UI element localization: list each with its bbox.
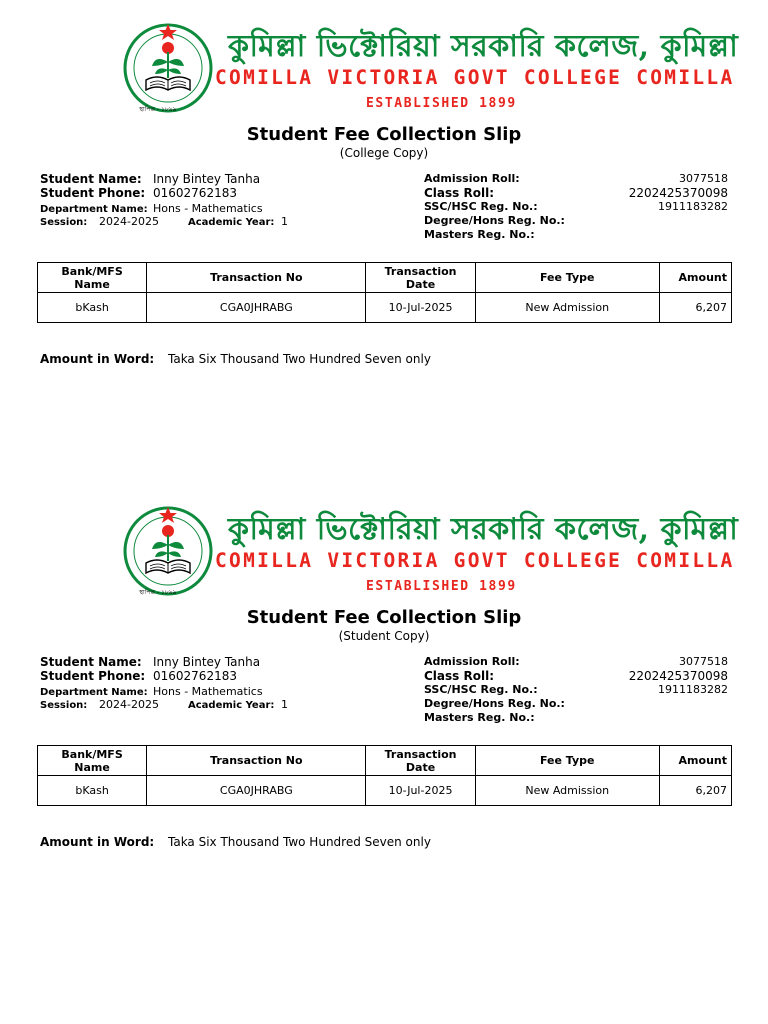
- student-name-label: Student Name:: [40, 172, 142, 186]
- transaction-date-cell: 10-Jul-2025: [366, 776, 475, 806]
- column-header-fee-type: Fee Type: [475, 746, 659, 776]
- department-value: Hons - Mathematics: [153, 685, 263, 698]
- table-row: [38, 776, 732, 806]
- department-value: Hons - Mathematics: [153, 202, 263, 215]
- ssc-hsc-reg-value: 1911183282: [658, 683, 728, 696]
- department-row: [40, 684, 263, 698]
- student-name-value: Inny Bintey Tanha: [153, 655, 261, 669]
- college-name-english: COMILLA VICTORIA GOVT COLLEGE COMILLA: [215, 66, 735, 89]
- degree-hons-reg-label: Degree/Hons Reg. No.:: [424, 214, 565, 227]
- student-copy-slip: [0, 495, 768, 915]
- student-name-row: [40, 172, 260, 186]
- degree-hons-reg-label: Degree/Hons Reg. No.:: [424, 697, 565, 710]
- session-value: 2024-2025: [99, 698, 159, 711]
- column-header-bank: Bank/MFS Name: [38, 263, 147, 293]
- table-row: [38, 293, 732, 323]
- bank-cell: bKash: [38, 293, 147, 323]
- ssc-hsc-reg-label: SSC/HSC Reg. No.:: [424, 200, 538, 213]
- college-name-english: COMILLA VICTORIA GOVT COLLEGE COMILLA: [215, 549, 735, 572]
- amount-in-word-value: Taka Six Thousand Two Hundred Seven only: [168, 835, 431, 849]
- class-roll-label: Class Roll:: [424, 669, 494, 683]
- session-label: Session:: [40, 700, 88, 711]
- admission-roll-label: Admission Roll:: [424, 655, 520, 668]
- session-value: 2024-2025: [99, 215, 159, 228]
- column-header-transaction-date: Transaction Date: [366, 263, 475, 293]
- established-label: ESTABLISHED 1899: [366, 579, 517, 594]
- department-row: [40, 201, 263, 215]
- column-header-amount: Amount: [659, 746, 731, 776]
- student-name-label: Student Name:: [40, 655, 142, 669]
- fee-type-cell: New Admission: [475, 293, 659, 323]
- table-header-row: [38, 263, 732, 293]
- college-logo-icon: [122, 505, 214, 597]
- amount-in-word-label: Amount in Word:: [40, 352, 155, 366]
- copy-label: (Student Copy): [338, 629, 430, 643]
- college-header: [118, 18, 739, 118]
- column-header-fee-type: Fee Type: [475, 263, 659, 293]
- amount-in-word-row: [40, 835, 431, 849]
- logo-caption: স্থাপিত - ১৮৯৯: [139, 589, 177, 596]
- college-copy-slip: [0, 12, 768, 432]
- slip-title: Student Fee Collection Slip: [246, 124, 522, 145]
- class-roll-value: 2202425370098: [628, 669, 728, 683]
- academic-year-value: 1: [281, 215, 288, 228]
- amount-cell: 6,207: [659, 293, 731, 323]
- department-label: Department Name:: [40, 204, 148, 215]
- student-phone-label: Student Phone:: [40, 186, 146, 200]
- slip-title: Student Fee Collection Slip: [246, 607, 522, 628]
- table-header-row: [38, 746, 732, 776]
- student-name-row: [40, 655, 260, 669]
- transaction-table: [37, 745, 732, 806]
- session-row: [40, 214, 288, 228]
- transaction-no-cell: CGA0JHRABG: [147, 293, 366, 323]
- admission-roll-label: Admission Roll:: [424, 172, 520, 185]
- college-header: [118, 501, 739, 601]
- masters-reg-label: Masters Reg. No.:: [424, 228, 535, 241]
- student-phone-value: 01602762183: [153, 669, 237, 683]
- masters-reg-label: Masters Reg. No.:: [424, 711, 535, 724]
- amount-in-word-row: [40, 352, 431, 366]
- established-label: ESTABLISHED 1899: [366, 96, 517, 111]
- college-logo-icon: [122, 22, 214, 114]
- session-label: Session:: [40, 217, 88, 228]
- session-row: [40, 697, 288, 711]
- academic-year-label: Academic Year:: [188, 700, 275, 711]
- amount-in-word-value: Taka Six Thousand Two Hundred Seven only: [168, 352, 431, 366]
- column-header-amount: Amount: [659, 263, 731, 293]
- column-header-transaction-no: Transaction No: [147, 746, 366, 776]
- department-label: Department Name:: [40, 687, 148, 698]
- amount-in-word-label: Amount in Word:: [40, 835, 155, 849]
- column-header-transaction-no: Transaction No: [147, 263, 366, 293]
- transaction-table: [37, 262, 732, 323]
- student-phone-value: 01602762183: [153, 186, 237, 200]
- column-header-bank: Bank/MFS Name: [38, 746, 147, 776]
- transaction-no-cell: CGA0JHRABG: [147, 776, 366, 806]
- academic-year-label: Academic Year:: [188, 217, 275, 228]
- admission-roll-value: 3077518: [679, 172, 728, 185]
- logo-caption: স্থাপিত - ১৮৯৯: [139, 106, 177, 113]
- academic-year-value: 1: [281, 698, 288, 711]
- copy-label: (College Copy): [339, 146, 429, 160]
- transaction-date-cell: 10-Jul-2025: [366, 293, 475, 323]
- college-name-bangla: কুমিল্লা ভিক্টোরিয়া সরকারি কলেজ, কুমিল্লা: [228, 512, 739, 547]
- fee-type-cell: New Admission: [475, 776, 659, 806]
- student-phone-row: [40, 669, 237, 683]
- student-phone-label: Student Phone:: [40, 669, 146, 683]
- amount-cell: 6,207: [659, 776, 731, 806]
- student-phone-row: [40, 186, 237, 200]
- student-name-value: Inny Bintey Tanha: [153, 172, 261, 186]
- admission-roll-value: 3077518: [679, 655, 728, 668]
- class-roll-value: 2202425370098: [628, 186, 728, 200]
- ssc-hsc-reg-value: 1911183282: [658, 200, 728, 213]
- ssc-hsc-reg-label: SSC/HSC Reg. No.:: [424, 683, 538, 696]
- column-header-transaction-date: Transaction Date: [366, 746, 475, 776]
- college-name-bangla: কুমিল্লা ভিক্টোরিয়া সরকারি কলেজ, কুমিল্লা: [228, 29, 739, 64]
- class-roll-label: Class Roll:: [424, 186, 494, 200]
- bank-cell: bKash: [38, 776, 147, 806]
